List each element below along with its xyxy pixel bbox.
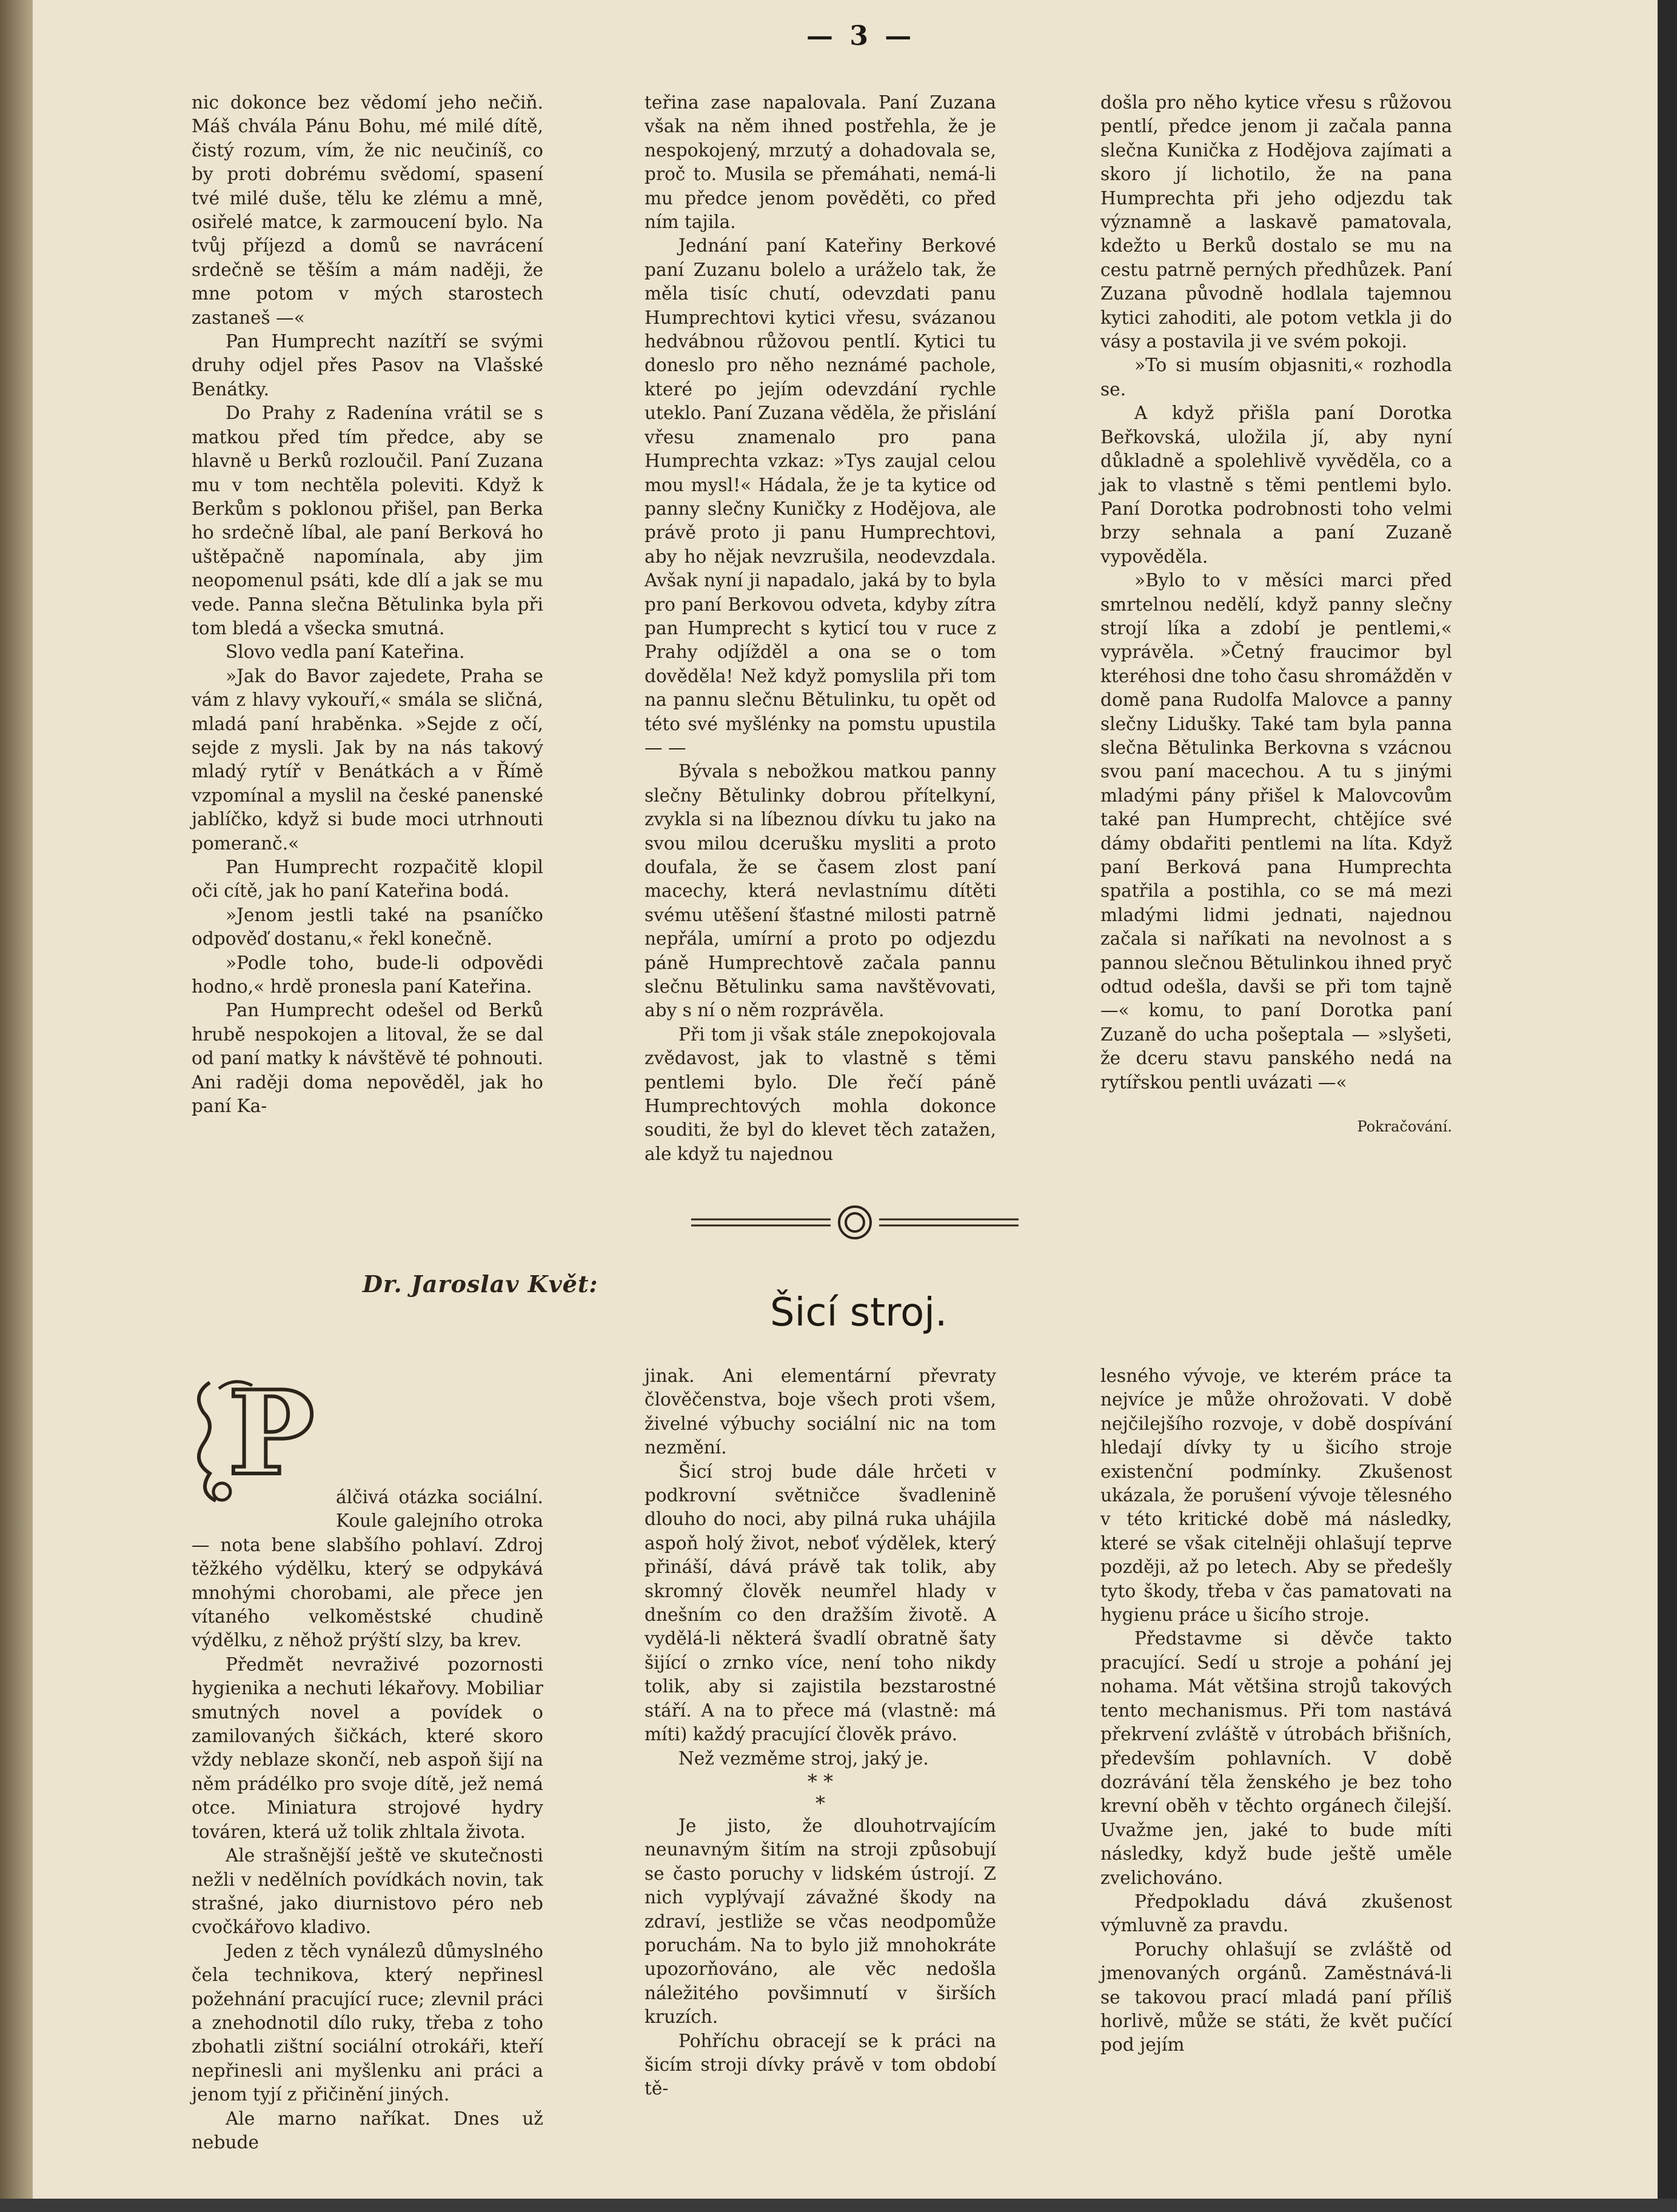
scan-edge <box>1658 0 1677 2212</box>
paragraph: Jeden z těch vynálezů důmyslného čela technikova, který nepřinesl požehnání pracující ruce; zlevnil práci a znehodnotil dílo ruky, třeba z toho zbohatli zištní sociální otrokáři, kteří nepřinesli ani myšlenku ani práci a jenom tyjí z přičinění jiných. <box>192 1940 543 2105</box>
paragraph: »To si musím objasniti,« rozhodla se. <box>1100 355 1452 400</box>
paragraph: Při tom ji však stále znepokojovala zvědavost, jak to vlastně s těmi pentlemi bylo. Dle řečí páně Humprechtových mohla dokonce souditi, že byl do klevet těch zatažen, ale když tu najednou <box>644 1024 996 1164</box>
paragraph: Ale marno naříkat. Dnes už nebude <box>192 2108 543 2153</box>
paragraph: Než vezměme stroj, jaký je. <box>678 1748 929 1769</box>
paragraph: jinak. Ani elementární převraty člověčenstva, boje všech proti všem, živelné výbuchy sociální nic na tom nezmění. <box>644 1366 996 1458</box>
paragraph: došla pro něho kytice vřesu s růžovou pentlí, předce jenom ji začala panna slečna Kunička z Hodějova zajímati a skoro jí lichotilo, že na pana Humprechta při jeho odjezdu tak významně a laskavě pamatovala, kdežto u Berků dostalo se mu na cestu patrně perných předhůzek. Paní Zuzana původně hodlala tajemnou kytici zahoditi, ale potom vetkla ji do vásy a postavila ji ve svém pokoji. <box>1100 92 1452 352</box>
paragraph: A když přišla paní Dorotka Beřkovská, uložila jí, aby nyní důkladně a spolehlivě vyvěděla, co a jak to vlastně s těmi pentlemi bylo. Paní Dorotka podrobnosti toho velmi brzy sehnala a paní Zuzaně vypověděla. <box>1100 403 1452 567</box>
ornamental-drop-cap <box>186 1370 325 1510</box>
paragraph: álčivá otázka sociální. Koule galejního otroka — nota bene slabšího pohlaví. Zdroj těžkého výdělku, který se odpykává mnohými chorobami, ale přece jen vítaného velkoměstské chudině výdělku, z něhož prýští slzy, ba krev. <box>192 1487 543 1651</box>
paragraph: Šicí stroj bude dále hrčeti v podkrovní světničce švadlenině dlouho do noci, aby pilná ruka uhájila aspoň holý život, neboť výdělek, který přináší, dává právě tak tolik, aby skromný člověk neumřel hlady v dnešním co den dražším životě. A vydělá-li některá švadlí obratně šaty šijící o zrnko více, není toho nikdy tolik, aby si zajistila bezstarostné stáří. A na to přece má (vlastně: má míti) každý pracující člověk právo. <box>644 1461 996 1745</box>
binding-edge <box>0 0 33 2212</box>
section-break-stars: * * * <box>807 1769 834 1815</box>
paragraph: teřina zase napalovala. Paní Zuzana však na něm ihned postřehla, že je nespokojený, mrzutý a dohadovala se, proč to. Musila se přemáhati, nemá-li mu předce jenom pověděti, co před ním tajila. <box>644 92 996 233</box>
paragraph: Pan Humprecht nazítří se svými druhy odjel přes Pasov na Vlašské Benátky. <box>192 331 543 400</box>
article-author: Dr. Jaroslav Květ: <box>363 1270 598 1298</box>
paragraph: Do Prahy z Radenína vrátil se s matkou před tím předce, aby se hlavně u Berků rozloučil. Paní Zuzana mu v tom nechtěla poleviti. Když k Berkům s poklonou přišel, pan Berka ho srdečně líbal, ale paní Berková ho uštěpačně napomínala, aby jim neopomenul psáti, kde dlí a jak se mu vede. Panna slečna Bětulinka byla při tom bledá a všecka smutná. <box>192 403 543 638</box>
paragraph: Pohříchu obracejí se k práci na šicím stroji dívky právě v tom období tě- <box>644 2030 996 2099</box>
continuation-note: Pokračování. <box>1357 1118 1452 1136</box>
paragraph: Předmět nevraživé pozornosti hygienika a nechuti lékařovy. Mobiliar smutných novel a povídek o zamilovaných šičkách, které skoro vždy neblaze skončí, neb aspoň šijí na něm prádélko pro svoje dítě, jež nemá otce. Miniatura strojové hydry továren, která už tolik zhltala života. <box>192 1654 543 1842</box>
paragraph: Pan Humprecht rozpačitě klopil oči cítě, jak ho paní Kateřina bodá. <box>192 857 543 902</box>
serial-column-3 <box>1100 91 1452 1176</box>
article-title: Šicí stroj. <box>770 1290 948 1335</box>
paragraph: »Podle toho, bude-li odpovědi hodno,« hrdě pronesla paní Kateřina. <box>192 952 543 997</box>
article-column-1 <box>192 1364 543 2165</box>
paragraph: Jednání paní Kateřiny Berkové paní Zuzanu bolelo a uráželo tak, že měla tisíc chutí, odevzdati panu Humprechtovi kytici vřesu, svázanou hedvábnou růžovou pentlí. Kytici tu doneslo pro něho neznámé pachole, které po jejím odevzdání rychle uteklo. Paní Zuzana věděla, že přislání vřesu znamenalo pro pana Humprechta vzkaz: »Tys zaujal celou mou mysl!« Hádala, že je ta kytice od panny slečny Kuničky z Hodějova, ale právě proto ji panu Humprechtovi, aby ho nějak nevzrušila, neodevzdala. Avšak nyní ji napadalo, jaká by to byla pro paní Berkovou odveta, kdyby zítra pan Humprecht s kyticí tou v ruce z Prahy odjížděl a ona se o tom dověděla! Než když pomyslila při tom na pannu slečnu Bětulinku, tu opět od této své myšlénky na pomstu upustila — — <box>644 235 996 758</box>
paragraph: Poruchy ohlašují se zvláště od jmenovaných orgánů. Zaměstnává-li se takovou prací mladá paní příliš horlivě, může se státi, že květ pučící pod jejím <box>1100 1939 1452 2056</box>
paragraph: »Bylo to v měsíci marci před smrtelnou nedělí, když panny slečny strojí líka a zdobí je pentlemi,« vyprávěla. »Četný fraucimor byl kteréhosi dne toho času shromážděn v domě pana Rudolfa Malovce a panny slečny Lidušky. Také tam byla panna slečna Bětulinka Berkovna s vzácnou svou paní macechou. A tu s jinými mladými pány přišel k Malovcovům také pan Humprecht, chtějíce své dámy obdařiti pentlemi na líta. Když paní Berková pana Humprechta spatřila a postihla, co se má mezi mladými lidmi jednati, najednou začala si naříkati na nevolnost a s pannou slečnou Bětulinkou ihned pryč odtud odešla, davši se při tom tajně —« komu, to paní Dorotka paní Zuzaně do ucha pošeptala — »slyšeti, že dceru stavu panského nedá na rytířskou pentli uvázati —« <box>1100 570 1452 1093</box>
article-column-3 <box>1100 1364 1452 2165</box>
serial-column-1 <box>192 91 543 1176</box>
ornament-divider <box>691 1204 1019 1242</box>
paragraph: Slovo vedla paní Kateřina. <box>226 642 465 663</box>
article-column-2 <box>644 1364 996 2165</box>
serial-column-2 <box>644 91 996 1176</box>
page-number: — 3 — <box>806 21 915 52</box>
paragraph: Pan Humprecht odešel od Berků hrubě nespokojen a litoval, že se dal od paní matky k návštěvě té pohnouti. Ani raději doma nepověděl, jak ho paní Ka- <box>192 1000 543 1117</box>
scan-bottom-edge <box>0 2199 1677 2212</box>
paragraph: Předpokladu dává zkušenost výmluvně za pravdu. <box>1100 1891 1452 1936</box>
paragraph: Bývala s nebožkou matkou panny slečny Bětulinky dobrou přítelkyní, zvykla si na líbeznou dívku tu jako na svou milou dcerušku mysliti a proto doufala, že se časem zlost paní macechy, která nevlastnímu dítěti svému utěšení šťastné milosti patrně nepřála, umírní a proto po odjezdu páně Humprechtově začala pannu slečnu Bětulinku sama navštěvovati, aby s ní o něm rozprávěla. <box>644 761 996 1021</box>
paragraph: nic dokonce bez vědomí jeho nečiň. Máš chvála Pánu Bohu, mé milé dítě, čistý rozum, vím, že nic neučiníš, co by proti dobrému svědomí, spasení tvé milé duše, tělu ke zlému a mně, osiřelé matce, k zarmoucení bylo. Na tvůj příjezd a domů se navrácení srdečně se těším a mám naději, že mne potom v mých starostech zastaneš —« <box>192 92 543 328</box>
paragraph: »Jenom jestli také na psaníčko odpověď dostanu,« řekl konečně. <box>192 904 543 950</box>
paragraph: Ale strašnější ještě ve skutečnosti nežli v nedělních povídkách novin, tak strašné, jako diurnistovo péro neb cvočkářovo kladivo. <box>192 1845 543 1938</box>
paragraph: »Jak do Bavor zajedete, Praha se vám z hlavy vykouří,« smála se sličná, mladá paní hraběnka. »Sejde z očí, sejde z mysli. Jak by na nás takový mladý rytíř v Benátkách a v Římě vzpomínal a myslil na české panenské jablíčko, když si bude moci utrhnouti pomeranč.« <box>192 665 543 854</box>
paragraph: Představme si děvče takto pracující. Sedí u stroje a pohání jej nohama. Mát většina strojů takových tento mechanismus. Při tom nastává překrvení zvláště v útrobách břišních, především pohlavních. V době dozrávání těla ženského je bez toho krevní oběh v těchto orgánech čilejší. Uvažme jen, jaké to bude míti následky, když bude ještě uměle zvelichováno. <box>1100 1628 1452 1888</box>
paragraph: Je jisto, že dlouhotrvajícím neunavným šitím na stroji způsobují se často poruchy v lidském ústrojí. Z nich vyplývají závažné škody na zdraví, jestliže se včas neodpomůže poruchám. Na to bylo již mnohokráte upozorňováno, ale věc nedošla náležitého povšimnutí v širších kruzích. <box>644 1815 996 2028</box>
paragraph: lesného vývoje, ve kterém práce ta nejvíce je může ohrožovati. V době nejčilejšího rozvoje, v době dospívání hledají dívky ty u šicího stroje existenční podmínky. Zkušenost ukázala, že porušení vývoje tělesného v této kritické době má následky, které se však citelněji ohlašují teprve později, až po letech. Aby se předešly tyto škody, třeba v čas pamatovati na hygienu práce u šicího stroje. <box>1100 1366 1452 1626</box>
drop-cap-letter: P <box>228 1370 315 1501</box>
